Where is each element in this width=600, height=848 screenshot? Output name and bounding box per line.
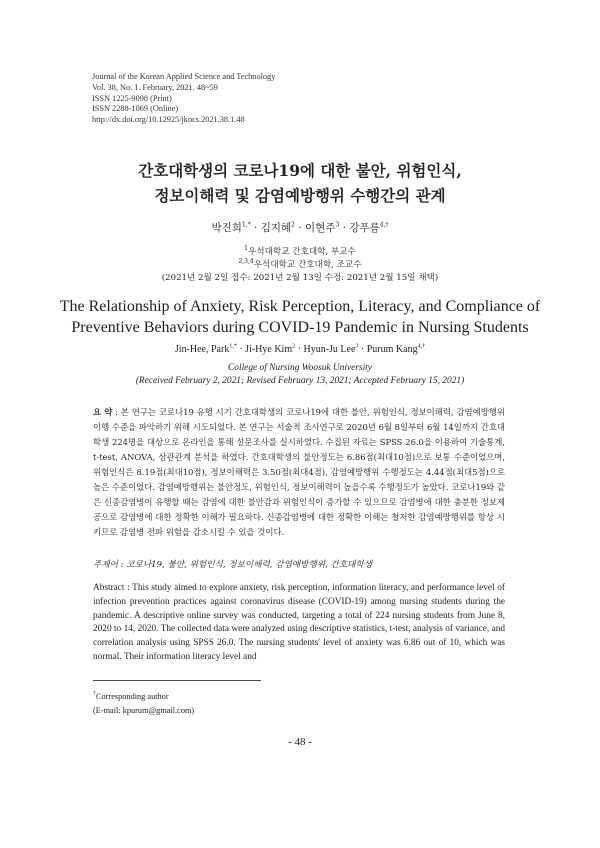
english-abstract-label: Abstract — [93, 583, 125, 593]
english-authors — [0, 344, 600, 355]
korean-abstract-text: : 본 연구는 코로나19 유행 시기 간호대학생의 코로나19에 대한 불안, 위험인식, 정보이해력, 감염예방행위 이행 수준을 파악하기 위해 시도되었다. 본 연구는 서술적 조사연구로 2020년 6월 8일부터 6월 14일까지 간호대학생 224명을 대상으로 온라인을 통해 설문조사를 실시하였다. 수집된 자료는 SPSS 26.0을 이용하여 기술통계, t-test, ANOVA, 상관관계 분석을 하였다. 간호대학생의 불안정도는 6.86점(최대10점)으로 보통 수준이었으며, 위험인식은 8.19점(최대10점), 정보이해력은 3.50점(최대4점), 감염예방행위 수행정도는 4.44점(최대5점)으로 높은 수준이었다. 감염예방행위는 불안정도, 위험인식, 정보이해력이 높을수록 수행정도가 높았다. 코로나19와 같은 신종감염병이 유행할 때는 감염에 대한 불안감과 위험인식이 증가할 수 있으므로 감염병에 대한 충분한 정보제공으로 감염병에 대한 정확한 이해가 필요하다. 신종감염병에 대한 정확한 이해는 철저한 감염예방행위를 항상 시키므로 감염병 전파 위험을 감소시킬 수 있을 것이다. — [93, 407, 505, 537]
korean-affiliation-1 — [0, 246, 600, 259]
english-affiliation: College of Nursing Woosuk University — [228, 363, 372, 373]
english-author-4: Purum Kang — [366, 344, 418, 355]
korean-author-2: 김지혜 — [260, 222, 292, 234]
author-separator: · — [298, 222, 302, 234]
english-abstract-text: : This study aimed to explore anxiety, risk perception, information literacy, and performance level of infection prevention practices against coronavirus disease (COVID-19) among nursing students during the pandemic. A descriptive online survey was conducted, targeting a total of 224 nursing students from June 8, 2020 to 14, 2020. The collected data were analyzed using descriptive statistics, t-test, analysis of variance, and correlation analysis using SPSS 26.0. The nursing students' level of anxiety was 6.86 out of 10, which was normal. Their information literacy level and — [93, 583, 505, 662]
footnote-divider — [93, 680, 261, 681]
issn-print: ISSN 1225-9098 (Print) — [92, 93, 172, 103]
english-affiliation-block — [0, 362, 600, 388]
footnote — [93, 690, 194, 718]
footnote-email: (E-mail: kpurum@gmail.com) — [93, 706, 195, 715]
footnote-line1: Corresponding author — [96, 692, 169, 701]
author-separator: · — [342, 222, 346, 234]
dagger-mark: † — [93, 691, 96, 698]
issn-online: ISSN 2288-1069 (Online) — [92, 104, 179, 114]
author-2-sup: 2 — [291, 221, 295, 229]
affil-1-sup: 1 — [244, 245, 248, 253]
doi-link[interactable]: http://dx.doi.org/10.12925/jkocs.2021.38.1.48 — [92, 115, 245, 125]
affil-2-sup: 2,3,4 — [238, 258, 254, 266]
affil-1-text: 우석대학교 간호대학, 부교수 — [248, 247, 356, 257]
author-separator: · — [236, 344, 246, 355]
english-abstract — [93, 582, 505, 665]
journal-header — [92, 72, 275, 126]
english-title-line1: The Relationship of Anxiety, Risk Perception, Literacy, and Compliance of — [59, 298, 541, 315]
korean-abstract — [93, 405, 505, 540]
en-author-1-sup: 1,* — [229, 343, 237, 350]
en-author-4-sup: 4,† — [417, 343, 426, 350]
korean-affiliation-2 — [0, 259, 600, 272]
english-title — [0, 296, 600, 338]
author-separator: · — [295, 344, 304, 355]
footnote-corresponding — [93, 690, 194, 704]
korean-keywords: 주제어 : 코로나19, 불안, 위험인식, 정보이해력, 감염예방행위, 간호대학생 — [93, 560, 373, 570]
korean-authors — [0, 220, 600, 235]
journal-volume: Vol. 38, No. 1. February, 2021. 48~59 — [92, 82, 218, 92]
en-author-3-sup: 3 — [355, 343, 359, 350]
en-author-2-sup: 2 — [292, 343, 296, 350]
korean-title-line2: 정보이해력 및 감염예방행위 수행간의 관계 — [154, 186, 446, 205]
author-separator: · — [254, 222, 258, 234]
korean-author-4: 강푸름 — [349, 222, 380, 234]
author-4-sup: 4,† — [379, 221, 389, 229]
korean-author-1: 박진희 — [211, 222, 242, 234]
page-number: - 48 - — [288, 736, 312, 748]
korean-title-line1: 간호대학생의 코로나19에 대한 불안, 위험인식, — [138, 161, 462, 180]
journal-name: Journal of the Korean Applied Science and Technology — [92, 72, 276, 81]
english-title-line2: Preventive Behaviors during COVID-19 Pandemic in Nursing Students — [71, 319, 529, 336]
korean-dates: (2021년 2월 2일 접수: 2021년 2월 13일 수정: 2021년 2월 15일 채택) — [161, 273, 439, 283]
english-author-2: Ji-Hye Kim — [245, 344, 293, 355]
korean-title — [0, 158, 600, 208]
korean-author-3: 이현주 — [305, 222, 336, 234]
author-separator: · — [358, 344, 367, 355]
affil-2-text: 우석대학교 간호대학, 조교수 — [253, 260, 362, 270]
korean-affiliations — [0, 246, 600, 285]
english-dates: (Received February 2, 2021; Revised February 13, 2021; Accepted February 15, 2021) — [135, 376, 465, 386]
author-1-sup: 1,* — [241, 221, 251, 229]
english-author-1: Jin-Hee, Park — [174, 344, 230, 355]
korean-abstract-label: 요 약 — [93, 407, 113, 417]
english-author-3: Hyun-Ju Lee — [303, 344, 356, 355]
author-3-sup: 3 — [335, 221, 340, 229]
